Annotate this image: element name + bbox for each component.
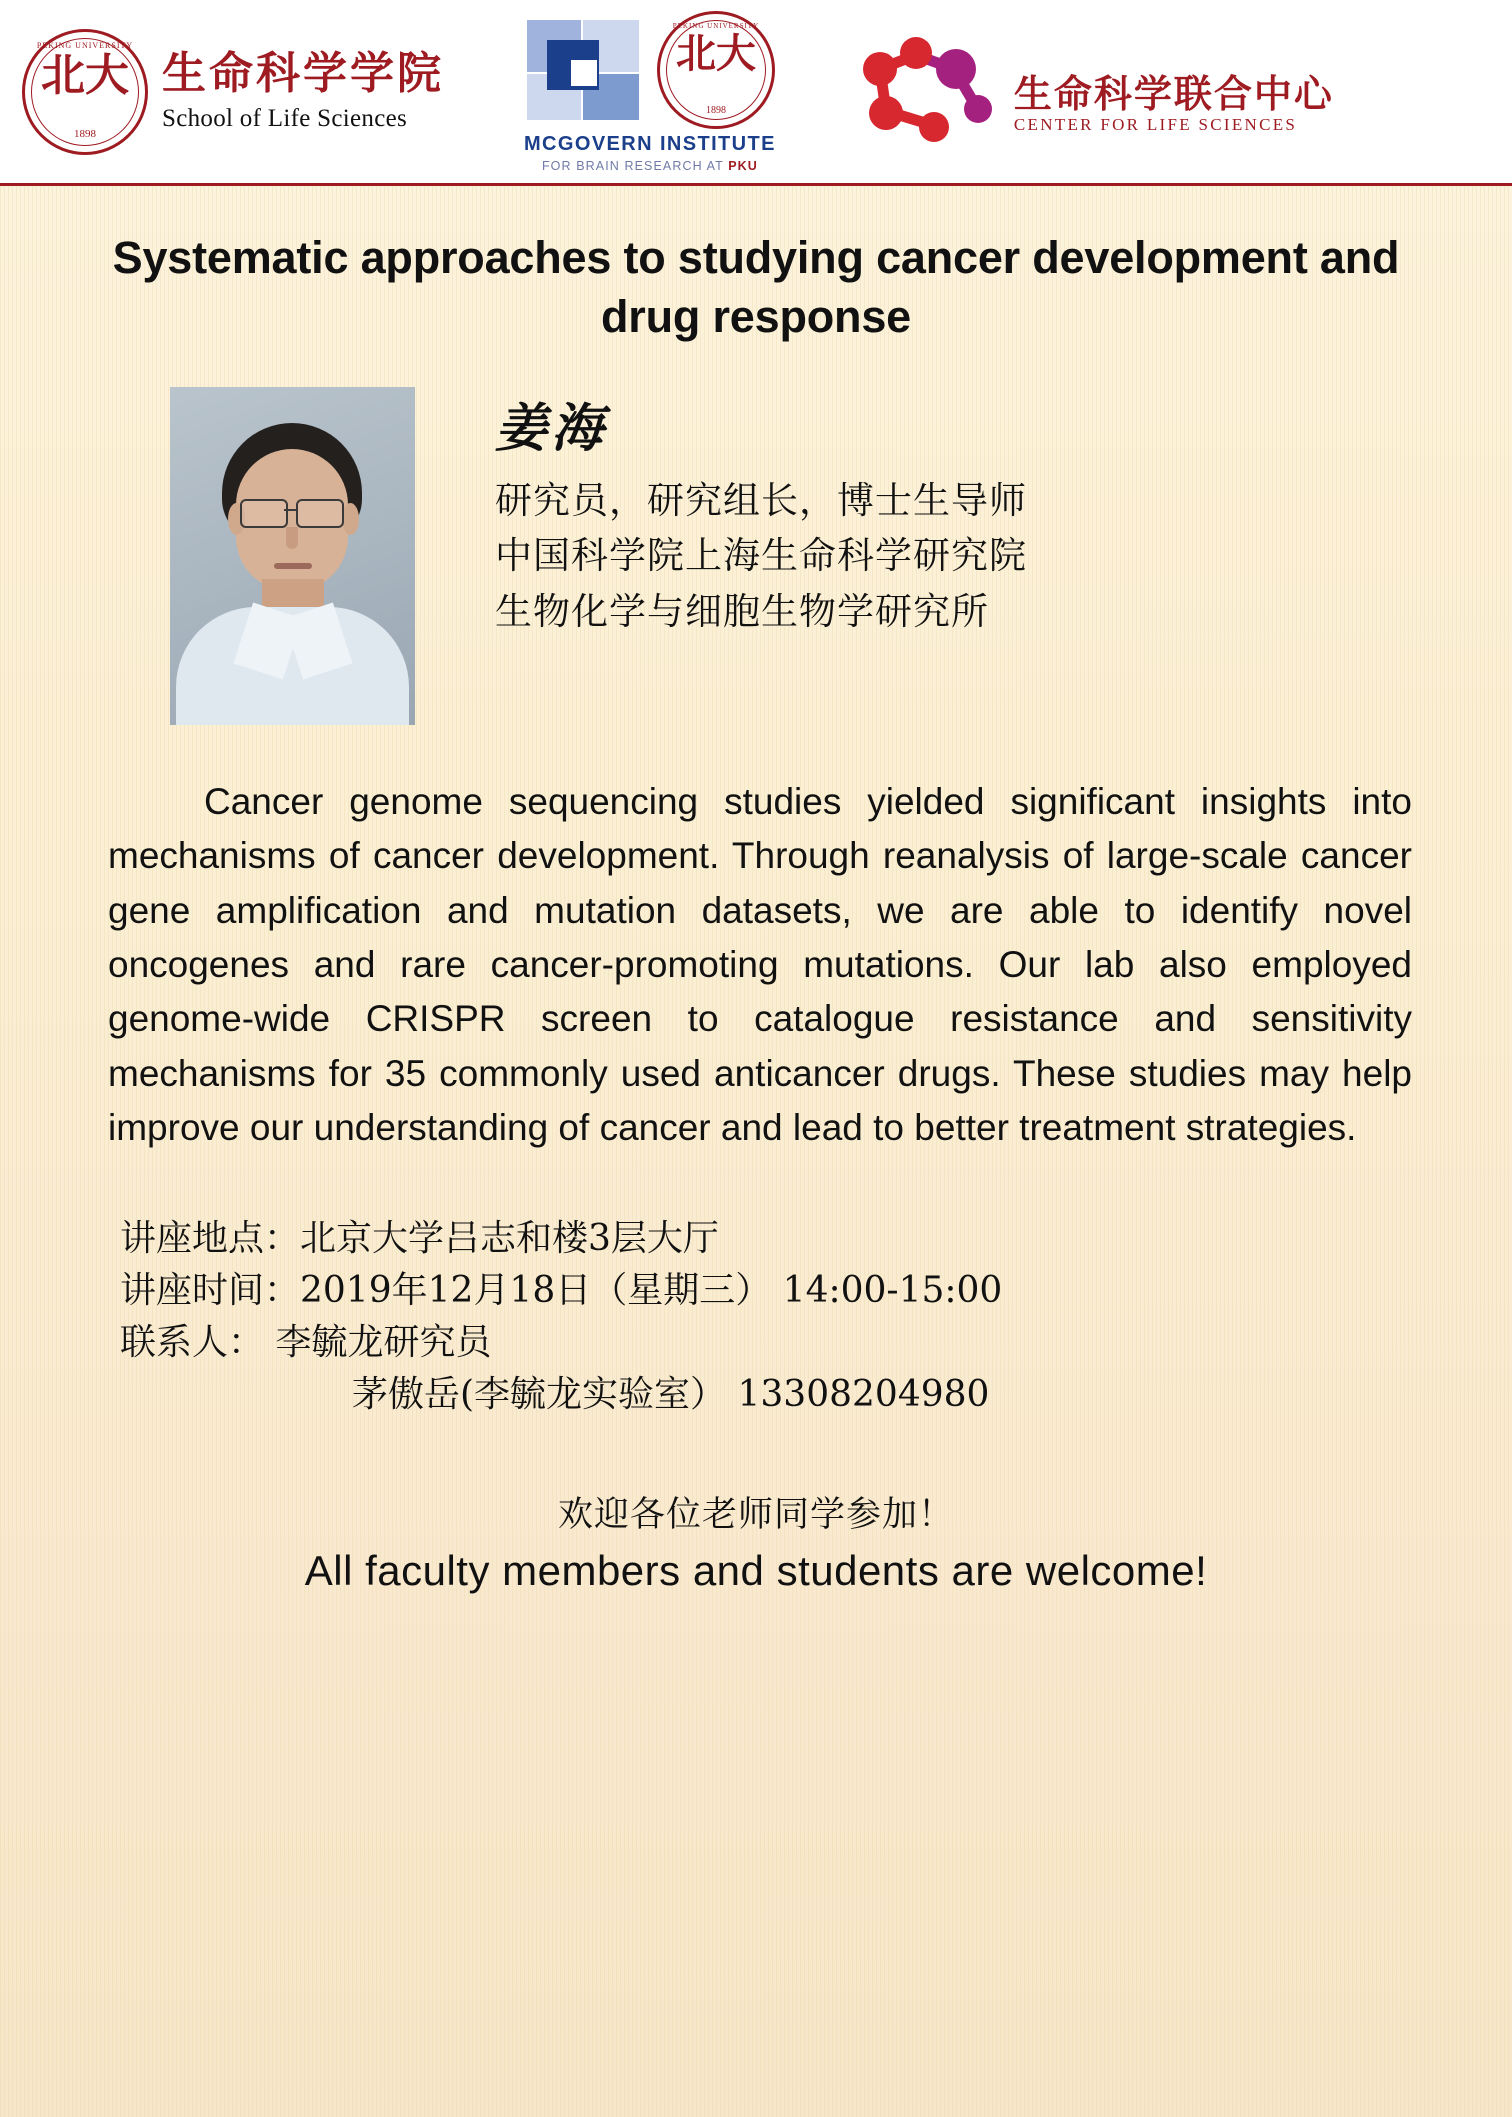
speaker-affiliation-line-3: 生物化学与细胞生物学研究所	[495, 589, 989, 633]
event-contact: 联系人： 李毓龙研究员	[120, 1322, 492, 1364]
peking-university-seal-icon-mcgovern	[657, 11, 775, 129]
event-venue: 讲座地点：北京大学吕志和楼3层大厅	[120, 1218, 719, 1260]
mcgovern-subtitle-prefix: FOR BRAIN RESEARCH AT	[541, 158, 729, 173]
speaker-section	[170, 387, 1512, 725]
seal-year-mcgovern: 1898	[705, 104, 726, 116]
school-name-en: School of Life Sciences	[162, 104, 408, 132]
mcgovern-subtitle-suffix: PKU	[728, 158, 758, 173]
cls-name-block	[1013, 70, 1334, 136]
logo-school-of-life-sciences	[22, 29, 444, 155]
event-details	[120, 1213, 1512, 1420]
seal-glyph-mcgovern: 北大	[675, 29, 756, 77]
seal-ring-text-mcgovern: PEKING UNIVERSITY	[672, 21, 760, 30]
abstract-text: Cancer genome sequencing studies yielded significant insights into mechanisms of cancer development. Through reanalysis of large-scale cancer gene amplification and mutation datasets, we are able to identify novel oncogenes and rare cancer-promoting mutations. Our lab also employed genome-wide CRISPR screen to catalogue resistance and sensitivity mechanisms for 35 commonly used anticancer drugs. These studies may help improve our understanding of cancer and lead to better treatment strategies.	[108, 780, 1412, 1149]
seal-ring-text: PEKING UNIVERSITY	[36, 40, 134, 50]
welcome-block	[0, 1487, 1512, 1595]
speaker-affiliation-line-2: 中国科学院上海生命科学研究院	[495, 534, 1027, 578]
event-time: 讲座时间：2019年12月18日（星期三） 14:00-15:00	[120, 1270, 1003, 1312]
welcome-message-en: All faculty members and students are welcome!	[304, 1546, 1208, 1594]
speaker-info	[495, 387, 1027, 725]
seal-year: 1898	[74, 127, 96, 140]
speaker-name: 姜海	[495, 397, 608, 459]
mcgovern-institute-subtitle	[542, 159, 758, 173]
school-name-block	[162, 50, 444, 132]
welcome-message-cn: 欢迎各位老师同学参加！	[557, 1494, 954, 1535]
peking-university-seal-icon	[22, 29, 148, 155]
mcgovern-institute-name: MCGOVERN INSTITUTE	[524, 132, 776, 155]
cls-name-en: CENTER FOR LIFE SCIENCES	[1013, 115, 1298, 135]
cls-name-cn: 生命科学联合中心	[1013, 70, 1334, 116]
event-contact-secondary: 茅傲岳(李毓龙实验室） 13308204980	[352, 1373, 990, 1415]
logo-center-for-life-sciences	[850, 29, 1334, 154]
mcgovern-logo-row	[525, 11, 775, 129]
header-logo-bar	[0, 0, 1512, 186]
speaker-affiliation-line-1: 研究员，研究组长，博士生导师	[495, 478, 1027, 522]
mcgovern-squares-icon	[525, 16, 645, 124]
logo-mcgovern-institute	[524, 11, 776, 173]
cls-molecule-icon	[850, 29, 1010, 154]
page-title: Systematic approaches to studying cancer development and drug response	[112, 232, 1400, 343]
school-name-cn: 生命科学学院	[162, 48, 444, 100]
seal-glyph: 北大	[41, 49, 129, 101]
speaker-portrait-photo	[170, 387, 415, 725]
